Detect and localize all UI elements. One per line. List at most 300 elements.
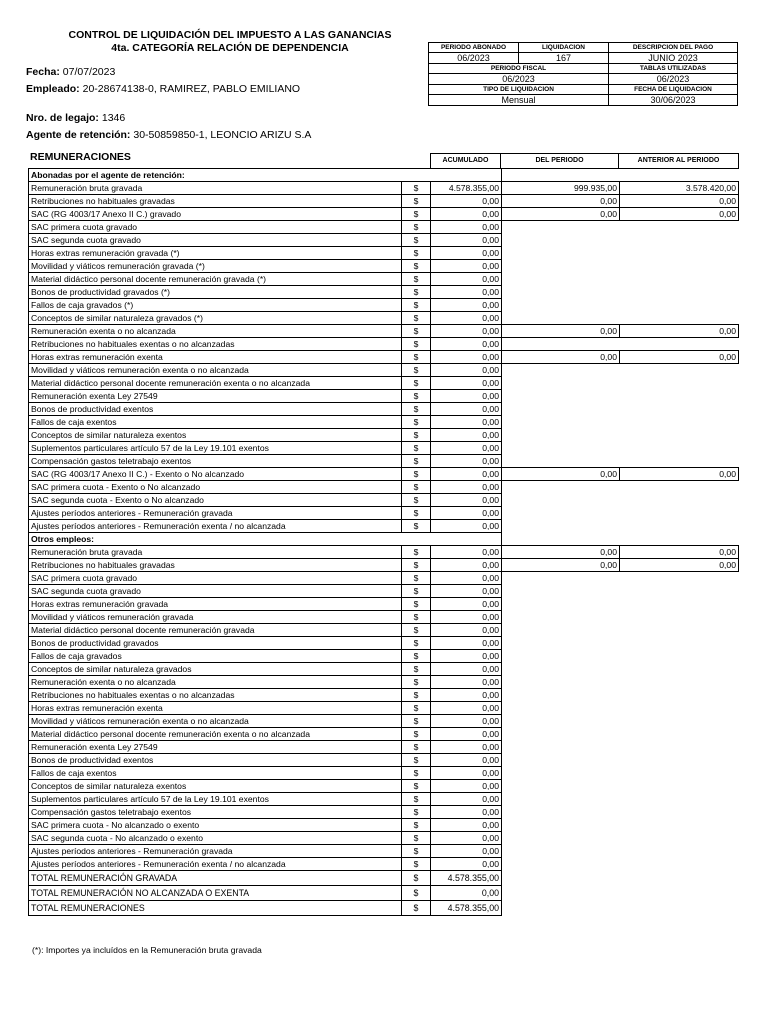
empty-cell bbox=[502, 260, 620, 273]
row-label: Suplementos particulares artículo 57 de la Ley 19.101 exentos bbox=[29, 793, 402, 806]
empty-cell bbox=[502, 481, 620, 494]
row-label: Remuneración exenta o no alcanzada bbox=[29, 676, 402, 689]
col-acumulado-header: ACUMULADO bbox=[430, 153, 501, 169]
empty-cell bbox=[620, 364, 739, 377]
group-otros-title: Otros empleos: bbox=[29, 533, 502, 546]
periodo-value: 0,00 bbox=[502, 325, 620, 338]
liquidacion-label: LIQUIDACION bbox=[519, 43, 609, 53]
empty-cell bbox=[620, 689, 739, 702]
row-label: Ajustes períodos anteriores - Remuneración exenta / no alcanzada bbox=[29, 858, 402, 871]
anterior-value: 0,00 bbox=[620, 546, 739, 559]
acumulado-value: 0,00 bbox=[431, 234, 502, 247]
acumulado-value: 0,00 bbox=[431, 221, 502, 234]
empty-cell bbox=[502, 780, 620, 793]
currency-symbol: $ bbox=[402, 416, 431, 429]
empty-cell bbox=[620, 741, 739, 754]
empty-cell bbox=[502, 663, 620, 676]
row-label: Retribuciones no habituales exentas o no alcanzadas bbox=[29, 338, 402, 351]
empty-cell bbox=[502, 728, 620, 741]
table-row bbox=[29, 520, 739, 533]
currency-symbol: $ bbox=[402, 858, 431, 871]
currency-symbol: $ bbox=[402, 520, 431, 533]
row-label: Conceptos de similar naturaleza exentos bbox=[29, 780, 402, 793]
currency-symbol: $ bbox=[402, 403, 431, 416]
legajo-label: Nro. de legajo: bbox=[26, 112, 99, 124]
row-label: SAC (RG 4003/17 Anexo II C.) - Exento o No alcanzado bbox=[29, 468, 402, 481]
empty-cell bbox=[620, 455, 739, 468]
row-label: Ajustes períodos anteriores - Remuneración gravada bbox=[29, 845, 402, 858]
currency-symbol: $ bbox=[402, 780, 431, 793]
currency-symbol: $ bbox=[402, 260, 431, 273]
row-label: TOTAL REMUNERACIÓN NO ALCANZADA O EXENTA bbox=[29, 886, 402, 901]
legajo-value: 1346 bbox=[101, 112, 126, 124]
row-label: Ajustes períodos anteriores - Remuneración gravada bbox=[29, 507, 402, 520]
periodo-value: 0,00 bbox=[502, 195, 620, 208]
table-row bbox=[29, 715, 739, 728]
currency-symbol: $ bbox=[402, 390, 431, 403]
acumulado-value: 0,00 bbox=[431, 886, 502, 901]
acumulado-value: 0,00 bbox=[431, 793, 502, 806]
empty-cell bbox=[502, 676, 620, 689]
empty-cell bbox=[502, 598, 620, 611]
row-label: Remuneración bruta gravada bbox=[29, 546, 402, 559]
liquidacion-value: 167 bbox=[519, 53, 609, 64]
tipo-liquidacion-value: Mensual bbox=[429, 95, 609, 106]
table-row bbox=[29, 286, 739, 299]
currency-symbol: $ bbox=[402, 546, 431, 559]
table-row bbox=[29, 754, 739, 767]
row-label: TOTAL REMUNERACIONES bbox=[29, 901, 402, 916]
empty-cell bbox=[502, 403, 620, 416]
table-row bbox=[29, 546, 739, 559]
periodo-value: 0,00 bbox=[502, 208, 620, 221]
agente-field bbox=[26, 129, 311, 141]
table-row bbox=[29, 585, 739, 598]
acumulado-value: 0,00 bbox=[431, 572, 502, 585]
fecha-liquidacion-label: FECHA DE LIQUIDACION bbox=[609, 85, 738, 95]
table-row bbox=[29, 650, 739, 663]
empty-cell bbox=[502, 364, 620, 377]
row-label: SAC primera cuota - Exento o No alcanzado bbox=[29, 481, 402, 494]
anterior-value: 3.578.420,00 bbox=[620, 182, 739, 195]
acumulado-value: 0,00 bbox=[431, 494, 502, 507]
empty-cell bbox=[502, 901, 620, 916]
anterior-value: 0,00 bbox=[620, 195, 739, 208]
table-row bbox=[29, 299, 739, 312]
row-label: SAC segunda cuota gravado bbox=[29, 585, 402, 598]
group-agente-title: Abonadas por el agente de retención: bbox=[29, 169, 502, 182]
empty-cell bbox=[620, 901, 739, 916]
row-label: Horas extras remuneración exenta bbox=[29, 702, 402, 715]
empty-cell bbox=[502, 520, 620, 533]
currency-symbol: $ bbox=[402, 585, 431, 598]
row-label: Movilidad y viáticos remuneración exenta o no alcanzada bbox=[29, 364, 402, 377]
empty-cell bbox=[620, 481, 739, 494]
acumulado-value: 0,00 bbox=[431, 767, 502, 780]
acumulado-value: 0,00 bbox=[431, 819, 502, 832]
currency-symbol: $ bbox=[402, 611, 431, 624]
empty-cell bbox=[502, 689, 620, 702]
empty-cell bbox=[502, 494, 620, 507]
empty-cell bbox=[620, 611, 739, 624]
tipo-liquidacion-label: TIPO DE LIQUIDACION bbox=[429, 85, 609, 95]
empty-cell bbox=[502, 886, 620, 901]
table-row bbox=[29, 312, 739, 325]
acumulado-value: 0,00 bbox=[431, 520, 502, 533]
table-row bbox=[29, 260, 739, 273]
row-label: Conceptos de similar naturaleza exentos bbox=[29, 429, 402, 442]
acumulado-value: 0,00 bbox=[431, 624, 502, 637]
empty-cell bbox=[620, 390, 739, 403]
empty-cell bbox=[620, 871, 739, 886]
table-row bbox=[29, 832, 739, 845]
currency-symbol: $ bbox=[402, 338, 431, 351]
currency-symbol: $ bbox=[402, 481, 431, 494]
acumulado-value: 0,00 bbox=[431, 689, 502, 702]
currency-symbol: $ bbox=[402, 650, 431, 663]
acumulado-value: 0,00 bbox=[431, 637, 502, 650]
periodo-value: 0,00 bbox=[502, 559, 620, 572]
currency-symbol: $ bbox=[402, 689, 431, 702]
row-label: Conceptos de similar naturaleza gravados (*) bbox=[29, 312, 402, 325]
row-label: SAC segunda cuota gravado bbox=[29, 234, 402, 247]
table-row bbox=[29, 416, 739, 429]
acumulado-value: 0,00 bbox=[431, 377, 502, 390]
acumulado-value: 0,00 bbox=[431, 507, 502, 520]
acumulado-value: 0,00 bbox=[431, 260, 502, 273]
empty-cell bbox=[620, 702, 739, 715]
empty-cell bbox=[502, 637, 620, 650]
agente-label: Agente de retención: bbox=[26, 129, 131, 141]
empty-cell bbox=[502, 286, 620, 299]
empty-cell bbox=[502, 702, 620, 715]
empty-cell bbox=[502, 442, 620, 455]
acumulado-value: 0,00 bbox=[431, 299, 502, 312]
empleado-label: Empleado: bbox=[26, 83, 80, 95]
table-row bbox=[29, 468, 739, 481]
currency-symbol: $ bbox=[402, 793, 431, 806]
currency-symbol: $ bbox=[402, 195, 431, 208]
periodo-value: 0,00 bbox=[502, 351, 620, 364]
empty-cell bbox=[502, 247, 620, 260]
acumulado-value: 0,00 bbox=[431, 325, 502, 338]
empty-cell bbox=[502, 819, 620, 832]
currency-symbol: $ bbox=[402, 819, 431, 832]
empty-cell bbox=[502, 312, 620, 325]
table-row bbox=[29, 351, 739, 364]
row-label: TOTAL REMUNERACIÓN GRAVADA bbox=[29, 871, 402, 886]
descripcion-label: DESCRIPCION DEL PAGO bbox=[609, 43, 738, 53]
table-row bbox=[29, 611, 739, 624]
table-row bbox=[29, 845, 739, 858]
row-label: SAC (RG 4003/17 Anexo II C.) gravado bbox=[29, 208, 402, 221]
row-label: SAC primera cuota gravado bbox=[29, 572, 402, 585]
currency-symbol: $ bbox=[402, 494, 431, 507]
currency-symbol: $ bbox=[402, 702, 431, 715]
empty-cell bbox=[502, 650, 620, 663]
table-row bbox=[29, 886, 739, 901]
acumulado-value: 0,00 bbox=[431, 728, 502, 741]
empty-cell bbox=[620, 429, 739, 442]
row-label: Material didáctico personal docente remuneración gravada (*) bbox=[29, 273, 402, 286]
acumulado-value: 0,00 bbox=[431, 455, 502, 468]
footnote: (*): Importes ya incluídos en la Remuneración bruta gravada bbox=[32, 945, 262, 955]
empty-cell bbox=[620, 650, 739, 663]
table-row bbox=[29, 364, 739, 377]
acumulado-value: 0,00 bbox=[431, 468, 502, 481]
row-label: Remuneración exenta o no alcanzada bbox=[29, 325, 402, 338]
table-row bbox=[29, 377, 739, 390]
fecha-value: 07/07/2023 bbox=[62, 66, 116, 78]
row-label: Conceptos de similar naturaleza gravados bbox=[29, 663, 402, 676]
acumulado-value: 0,00 bbox=[431, 403, 502, 416]
table-row bbox=[29, 871, 739, 886]
acumulado-value: 0,00 bbox=[431, 676, 502, 689]
tablas-label: TABLAS UTILIZADAS bbox=[609, 64, 738, 74]
currency-symbol: $ bbox=[402, 468, 431, 481]
row-label: Suplementos particulares artículo 57 de la Ley 19.101 exentos bbox=[29, 442, 402, 455]
acumulado-value: 0,00 bbox=[431, 351, 502, 364]
empty-cell bbox=[620, 728, 739, 741]
table-row bbox=[29, 429, 739, 442]
acumulado-value: 0,00 bbox=[431, 286, 502, 299]
acumulado-value: 0,00 bbox=[431, 273, 502, 286]
row-label: Remuneración exenta Ley 27549 bbox=[29, 741, 402, 754]
periodo-value: 999.935,00 bbox=[502, 182, 620, 195]
empty-cell bbox=[620, 715, 739, 728]
currency-symbol: $ bbox=[402, 767, 431, 780]
col-periodo-header: DEL PERIODO bbox=[500, 153, 619, 169]
row-label: Retribuciones no habituales gravadas bbox=[29, 559, 402, 572]
acumulado-value: 0,00 bbox=[431, 780, 502, 793]
empty-cell bbox=[620, 572, 739, 585]
empty-cell bbox=[502, 715, 620, 728]
empty-cell bbox=[620, 663, 739, 676]
table-row bbox=[29, 806, 739, 819]
table-row bbox=[29, 780, 739, 793]
empty-cell bbox=[620, 494, 739, 507]
currency-symbol: $ bbox=[402, 572, 431, 585]
empty-cell bbox=[502, 455, 620, 468]
acumulado-value: 0,00 bbox=[431, 611, 502, 624]
fecha-label: Fecha: bbox=[26, 66, 60, 78]
row-label: Compensación gastos teletrabajo exentos bbox=[29, 806, 402, 819]
row-label: Retribuciones no habituales gravadas bbox=[29, 195, 402, 208]
table-row bbox=[29, 494, 739, 507]
row-label: Movilidad y viáticos remuneración gravada (*) bbox=[29, 260, 402, 273]
empty-cell bbox=[502, 858, 620, 871]
acumulado-value: 0,00 bbox=[431, 390, 502, 403]
table-row bbox=[29, 507, 739, 520]
currency-symbol: $ bbox=[402, 208, 431, 221]
table-row bbox=[29, 637, 739, 650]
acumulado-value: 0,00 bbox=[431, 338, 502, 351]
acumulado-value: 0,00 bbox=[431, 650, 502, 663]
table-row bbox=[29, 793, 739, 806]
acumulado-value: 0,00 bbox=[431, 559, 502, 572]
row-label: Horas extras remuneración gravada (*) bbox=[29, 247, 402, 260]
acumulado-value: 0,00 bbox=[431, 481, 502, 494]
row-label: Movilidad y viáticos remuneración gravada bbox=[29, 611, 402, 624]
row-label: Fallos de caja exentos bbox=[29, 416, 402, 429]
empty-cell bbox=[620, 624, 739, 637]
table-row bbox=[29, 182, 739, 195]
currency-symbol: $ bbox=[402, 247, 431, 260]
empty-cell bbox=[620, 886, 739, 901]
currency-symbol: $ bbox=[402, 312, 431, 325]
periodo-fiscal-value: 06/2023 bbox=[429, 74, 609, 85]
empty-cell bbox=[620, 780, 739, 793]
table-row bbox=[29, 689, 739, 702]
empty-cell bbox=[502, 507, 620, 520]
acumulado-value: 0,00 bbox=[431, 247, 502, 260]
section-row bbox=[29, 533, 739, 546]
agente-value: 30-50859850-1, LEONCIO ARIZU S.A bbox=[133, 129, 312, 141]
empty-cell bbox=[502, 377, 620, 390]
empty-cell bbox=[502, 832, 620, 845]
currency-symbol: $ bbox=[402, 182, 431, 195]
table-row bbox=[29, 325, 739, 338]
acumulado-value: 0,00 bbox=[431, 416, 502, 429]
row-label: Bonos de productividad gravados bbox=[29, 637, 402, 650]
table-row bbox=[29, 234, 739, 247]
currency-symbol: $ bbox=[402, 377, 431, 390]
report-subtitle: 4ta. CATEGORÍA RELACIÓN DE DEPENDENCIA bbox=[111, 42, 349, 54]
empty-cell bbox=[502, 234, 620, 247]
acumulado-value: 0,00 bbox=[431, 442, 502, 455]
table-row bbox=[29, 559, 739, 572]
currency-symbol: $ bbox=[402, 806, 431, 819]
anterior-value: 0,00 bbox=[620, 468, 739, 481]
acumulado-value: 0,00 bbox=[431, 208, 502, 221]
table-row bbox=[29, 442, 739, 455]
currency-symbol: $ bbox=[402, 624, 431, 637]
row-label: Ajustes períodos anteriores - Remuneración exenta / no alcanzada bbox=[29, 520, 402, 533]
empty-cell bbox=[502, 338, 620, 351]
currency-symbol: $ bbox=[402, 325, 431, 338]
empty-cell bbox=[502, 624, 620, 637]
currency-symbol: $ bbox=[402, 234, 431, 247]
currency-symbol: $ bbox=[402, 442, 431, 455]
empty-cell bbox=[620, 585, 739, 598]
tablas-value: 06/2023 bbox=[609, 74, 738, 85]
liquidation-info-table bbox=[428, 42, 738, 106]
table-row bbox=[29, 572, 739, 585]
currency-symbol: $ bbox=[402, 845, 431, 858]
empty-cell bbox=[502, 585, 620, 598]
empty-cell bbox=[620, 312, 739, 325]
currency-symbol: $ bbox=[402, 832, 431, 845]
acumulado-value: 4.578.355,00 bbox=[431, 901, 502, 916]
remuneraciones-title: REMUNERACIONES bbox=[30, 151, 131, 163]
currency-symbol: $ bbox=[402, 559, 431, 572]
table-row bbox=[29, 624, 739, 637]
empty-cell bbox=[620, 507, 739, 520]
empty-cell bbox=[620, 442, 739, 455]
anterior-value: 0,00 bbox=[620, 351, 739, 364]
empty-cell bbox=[620, 234, 739, 247]
table-row bbox=[29, 390, 739, 403]
acumulado-value: 0,00 bbox=[431, 702, 502, 715]
acumulado-value: 0,00 bbox=[431, 806, 502, 819]
empty-cell bbox=[502, 299, 620, 312]
empty-cell bbox=[620, 754, 739, 767]
col-anterior-header: ANTERIOR AL PERIODO bbox=[618, 153, 739, 169]
empty-cell bbox=[620, 845, 739, 858]
row-label: Compensación gastos teletrabajo exentos bbox=[29, 455, 402, 468]
empty-cell bbox=[502, 416, 620, 429]
empty-cell bbox=[620, 416, 739, 429]
table-row bbox=[29, 273, 739, 286]
currency-symbol: $ bbox=[402, 871, 431, 886]
empty-cell bbox=[620, 637, 739, 650]
currency-symbol: $ bbox=[402, 299, 431, 312]
empty-cell bbox=[620, 676, 739, 689]
table-row bbox=[29, 481, 739, 494]
table-row bbox=[29, 741, 739, 754]
acumulado-value: 0,00 bbox=[431, 195, 502, 208]
currency-symbol: $ bbox=[402, 351, 431, 364]
currency-symbol: $ bbox=[402, 715, 431, 728]
fecha-liquidacion-value: 30/06/2023 bbox=[609, 95, 738, 106]
legajo-field bbox=[26, 112, 125, 124]
row-label: Material didáctico personal docente remuneración exenta o no alcanzada bbox=[29, 728, 402, 741]
row-label: Fallos de caja gravados (*) bbox=[29, 299, 402, 312]
empty-cell bbox=[502, 741, 620, 754]
row-label: Bonos de productividad exentos bbox=[29, 754, 402, 767]
table-row bbox=[29, 676, 739, 689]
acumulado-value: 0,00 bbox=[431, 585, 502, 598]
row-label: SAC primera cuota gravado bbox=[29, 221, 402, 234]
row-label: Fallos de caja exentos bbox=[29, 767, 402, 780]
acumulado-value: 0,00 bbox=[431, 832, 502, 845]
empty-cell bbox=[502, 754, 620, 767]
periodo-abonado-label: PERIODO ABONADO bbox=[429, 43, 519, 53]
currency-symbol: $ bbox=[402, 754, 431, 767]
currency-symbol: $ bbox=[402, 901, 431, 916]
row-label: Retribuciones no habituales exentas o no alcanzadas bbox=[29, 689, 402, 702]
acumulado-value: 0,00 bbox=[431, 715, 502, 728]
empty-cell bbox=[502, 273, 620, 286]
empty-cell bbox=[620, 858, 739, 871]
periodo-value: 0,00 bbox=[502, 468, 620, 481]
section-row bbox=[29, 169, 739, 182]
empty-cell bbox=[620, 819, 739, 832]
row-label: Material didáctico personal docente remuneración gravada bbox=[29, 624, 402, 637]
empty-cell bbox=[620, 806, 739, 819]
currency-symbol: $ bbox=[402, 741, 431, 754]
acumulado-value: 0,00 bbox=[431, 429, 502, 442]
row-label: SAC segunda cuota - No alcanzado o exento bbox=[29, 832, 402, 845]
acumulado-value: 0,00 bbox=[431, 858, 502, 871]
anterior-value: 0,00 bbox=[620, 208, 739, 221]
row-label: Horas extras remuneración gravada bbox=[29, 598, 402, 611]
empty-cell bbox=[502, 806, 620, 819]
acumulado-value: 4.578.355,00 bbox=[431, 871, 502, 886]
acumulado-value: 0,00 bbox=[431, 364, 502, 377]
table-row bbox=[29, 598, 739, 611]
empty-cell bbox=[620, 247, 739, 260]
row-label: Remuneración bruta gravada bbox=[29, 182, 402, 195]
empty-cell bbox=[620, 221, 739, 234]
currency-symbol: $ bbox=[402, 663, 431, 676]
acumulado-value: 0,00 bbox=[431, 663, 502, 676]
row-label: Horas extras remuneración exenta bbox=[29, 351, 402, 364]
periodo-fiscal-label: PERIODO FISCAL bbox=[429, 64, 609, 74]
table-row bbox=[29, 663, 739, 676]
table-row bbox=[29, 858, 739, 871]
anterior-value: 0,00 bbox=[620, 559, 739, 572]
